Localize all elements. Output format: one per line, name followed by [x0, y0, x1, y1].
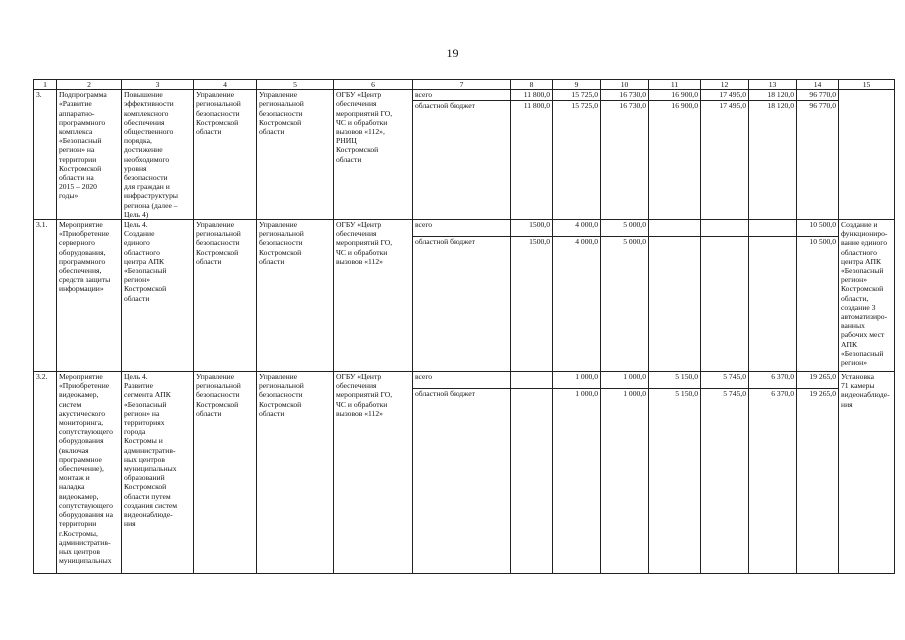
- funding-value: 6 370,0: [749, 389, 797, 574]
- column-header: 13: [749, 80, 797, 90]
- column-header: 7: [413, 80, 511, 90]
- row-result: [839, 90, 895, 220]
- funding-source: областной бюджет: [413, 100, 511, 220]
- funding-source: всего: [413, 372, 511, 389]
- funding-value: [511, 372, 553, 389]
- funding-value: 6 370,0: [749, 372, 797, 389]
- funding-total: 19 265,0: [797, 372, 839, 389]
- column-header: 14: [797, 80, 839, 90]
- row-col4: Управление региональной безопасности Костромской области: [194, 90, 257, 220]
- funding-value: 16 730,0: [601, 90, 649, 100]
- column-number-row: [34, 80, 895, 90]
- table-row: [34, 90, 895, 100]
- funding-value: [749, 237, 797, 372]
- row-goal: Цель 4. Развитие сегмента АПК «Безопасный регион» на территориях города Костромы и административ- ных центров муниципальных образований Костромской области путем создания систем видеонаблюде- ния: [122, 372, 194, 574]
- funding-total: 96 770,0: [797, 90, 839, 100]
- row-code: 3.: [34, 90, 57, 220]
- row-name: Подпрограмма «Развитие аппаратно- программного комплекса «Безопасный регион» на территории Костромской области на 2015 – 2020 годы»: [57, 90, 122, 220]
- row-result: Создание и функциониро- вание единого областного центра АПК «Безопасный регион» Костромской области, создание 3 автоматизиро- ванных рабочих мест АПК «Безопасный регион»: [839, 220, 895, 372]
- funding-value: [511, 389, 553, 574]
- funding-value: 11 800,0: [511, 90, 553, 100]
- row-col6: ОГБУ «Центр обеспечения мероприятий ГО, ЧС и обработки вызовов «112», РНИЦ Костромской области: [334, 90, 413, 220]
- funding-value: 1500,0: [511, 237, 553, 372]
- funding-source: областной бюджет: [413, 389, 511, 574]
- page-number: 19: [446, 46, 459, 60]
- row-col5: Управление региональной безопасности Костромской области: [257, 372, 334, 574]
- funding-value: 1 000,0: [553, 389, 601, 574]
- row-code: 3.2.: [34, 372, 57, 574]
- funding-value: 16 900,0: [649, 100, 701, 220]
- funding-value: 1 000,0: [553, 372, 601, 389]
- funding-value: 1 000,0: [601, 372, 649, 389]
- funding-value: 1 000,0: [601, 389, 649, 574]
- row-goal: Цель 4. Создание единого областного центра АПК «Безопасный регион» Костромской области: [122, 220, 194, 372]
- funding-value: 4 000,0: [553, 237, 601, 372]
- funding-value: 17 495,0: [701, 100, 749, 220]
- funding-value: [749, 220, 797, 237]
- funding-value: 16 900,0: [649, 90, 701, 100]
- funding-source: всего: [413, 220, 511, 237]
- column-header: 12: [701, 80, 749, 90]
- column-header: 15: [839, 80, 895, 90]
- funding-value: 18 120,0: [749, 90, 797, 100]
- row-goal: Повышение эффективности комплексного обеспечения общественного порядка, достижение необходимого уровня безопасности для граждан и инфраструктуры региона (далее – Цель 4): [122, 90, 194, 220]
- funding-value: 5 745,0: [701, 389, 749, 574]
- funding-value: [701, 237, 749, 372]
- funding-value: 5 745,0: [701, 372, 749, 389]
- row-col6: ОГБУ «Центр обеспечения мероприятий ГО, ЧС и обработки вызовов «112»: [334, 220, 413, 372]
- column-header: 3: [122, 80, 194, 90]
- funding-value: 5 000,0: [601, 237, 649, 372]
- table-row: [34, 372, 895, 389]
- funding-value: [649, 220, 701, 237]
- column-header: 6: [334, 80, 413, 90]
- funding-value: 5 150,0: [649, 389, 701, 574]
- funding-value: 4 000,0: [553, 220, 601, 237]
- funding-value: 11 800,0: [511, 100, 553, 220]
- row-col5: Управление региональной безопасности Костромской области: [257, 90, 334, 220]
- funding-value: 1500,0: [511, 220, 553, 237]
- funding-source: всего: [413, 90, 511, 100]
- funding-source: областной бюджет: [413, 237, 511, 372]
- column-header: 9: [553, 80, 601, 90]
- column-header: 5: [257, 80, 334, 90]
- program-table: [33, 79, 895, 574]
- column-header: 4: [194, 80, 257, 90]
- row-result: Установка 71 камеры видеонаблюде- ния: [839, 372, 895, 574]
- column-header: 10: [601, 80, 649, 90]
- funding-total: 10 500,0: [797, 220, 839, 237]
- row-name: Мероприятие «Приобретение видеокамер, систем акустического мониторинга, сопутствующего оборудования (включая программное обеспечение), монтаж и наладка видеокамер, сопутствующего оборудования на территории г.Костромы, административ- ных центров муниципальных: [57, 372, 122, 574]
- row-col6: ОГБУ «Центр обеспечения мероприятий ГО, ЧС и обработки вызовов «112»: [334, 372, 413, 574]
- table-row: [34, 220, 895, 237]
- funding-total: 10 500,0: [797, 237, 839, 372]
- row-code: 3.1.: [34, 220, 57, 372]
- funding-value: 17 495,0: [701, 90, 749, 100]
- funding-total: 96 770,0: [797, 100, 839, 220]
- funding-value: 18 120,0: [749, 100, 797, 220]
- column-header: 2: [57, 80, 122, 90]
- row-col4: Управление региональной безопасности Костромской области: [194, 220, 257, 372]
- row-col4: Управление региональной безопасности Костромской области: [194, 372, 257, 574]
- funding-value: 15 725,0: [553, 100, 601, 220]
- funding-value: 5 000,0: [601, 220, 649, 237]
- row-col5: Управление региональной безопасности Костромской области: [257, 220, 334, 372]
- funding-value: [649, 237, 701, 372]
- row-name: Мероприятие «Приобретение серверного оборудования, программного обеспечения, средств защиты информации»: [57, 220, 122, 372]
- column-header: 1: [34, 80, 57, 90]
- funding-value: 15 725,0: [553, 90, 601, 100]
- funding-value: [701, 220, 749, 237]
- funding-value: 16 730,0: [601, 100, 649, 220]
- column-header: 11: [649, 80, 701, 90]
- column-header: 8: [511, 80, 553, 90]
- funding-total: 19 265,0: [797, 389, 839, 574]
- funding-value: 5 150,0: [649, 372, 701, 389]
